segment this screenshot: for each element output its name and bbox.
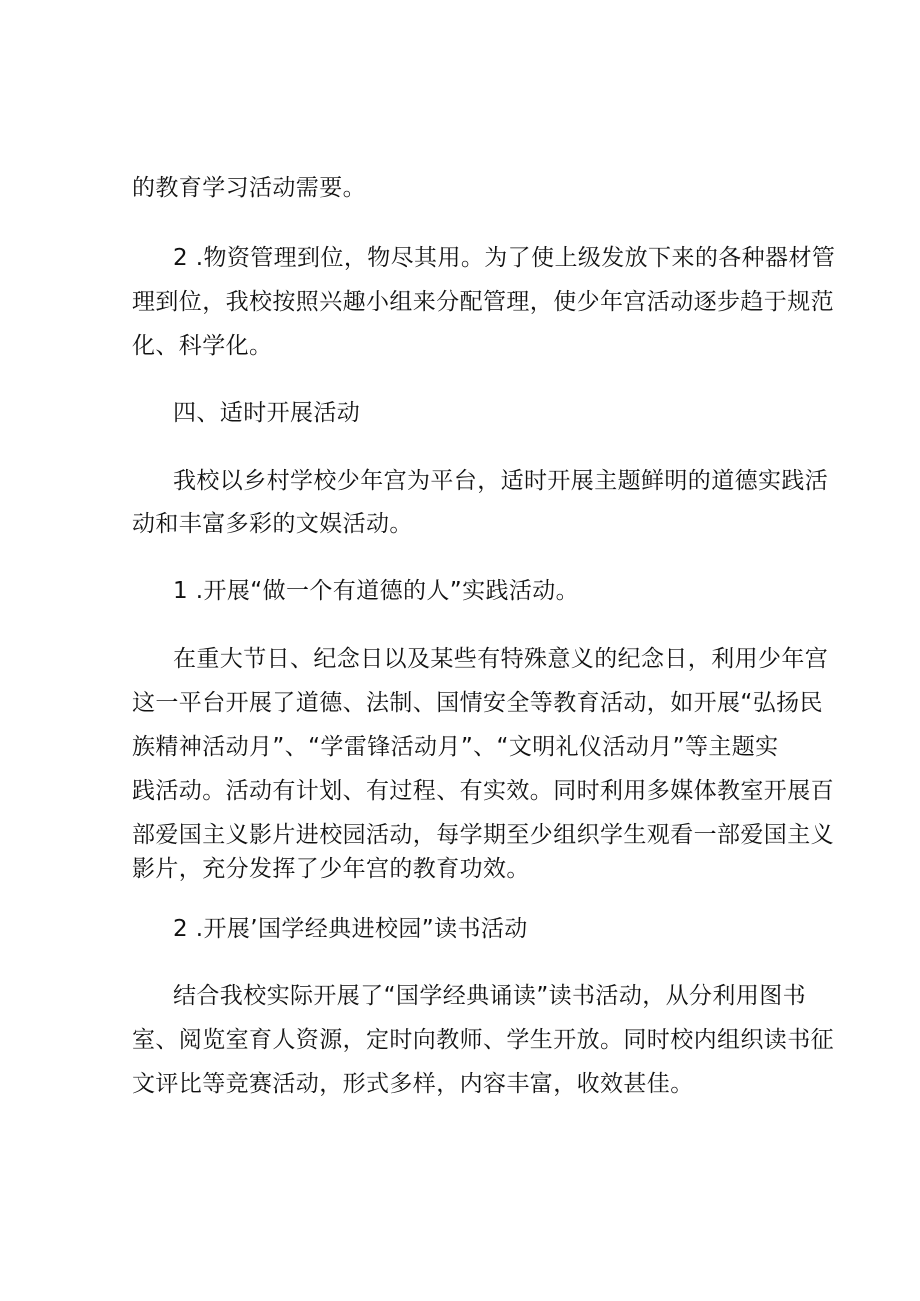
text-line: 的教育学习活动需要。 xyxy=(132,175,366,201)
subheading: 1 .开展“做一个有道德的人”实践活动。 xyxy=(173,578,580,604)
text-line: 动和丰富多彩的文娱活动。 xyxy=(132,511,413,537)
text-line: 2 .物资管理到位，物尽其用。为了使上级发放下来的各种器材管 xyxy=(173,245,836,271)
text-line: 室、阅览室育人资源，定时向教师、学生开放。同时校内组织读书征 xyxy=(132,1027,834,1053)
text-line: 这一平台开展了道德、法制、国情安全等教育活动，如开展“弘扬民 xyxy=(132,690,823,716)
text-line: 文评比等竞赛活动，形式多样，内容丰富，收效甚佳。 xyxy=(132,1071,694,1097)
text-line: 结合我校实际开展了“国学经典诵读”读书活动，从分利用图书 xyxy=(173,983,807,1009)
text-line: 部爱国主义影片进校园活动，每学期至少组织学生观看一部爱国主义 xyxy=(132,822,834,848)
text-line: 理到位，我校按照兴趣小组来分配管理，使少年宫活动逐步趋于规范 xyxy=(132,289,834,315)
text-line: 化、科学化。 xyxy=(132,333,273,359)
text-line: 族精神活动月”、“学雷锋活动月”、“文明礼仪活动月”等主题实 xyxy=(132,734,779,760)
text-line: 我校以乡村学校少年宫为平台，适时开展主题鲜明的道德实践活 xyxy=(173,468,829,494)
subheading: 2 .开展’国学经典进校园”读书活动 xyxy=(173,916,528,942)
text-line: 在重大节日、纪念日以及某些有特殊意义的纪念日，利用少年宫 xyxy=(173,646,829,672)
text-line: 践活动。活动有计划、有过程、有实效。同时利用多媒体教室开展百 xyxy=(132,778,834,804)
section-heading: 四、适时开展活动 xyxy=(173,400,361,426)
text-line: 影片，充分发挥了少年宫的教育功效。 xyxy=(132,856,530,882)
